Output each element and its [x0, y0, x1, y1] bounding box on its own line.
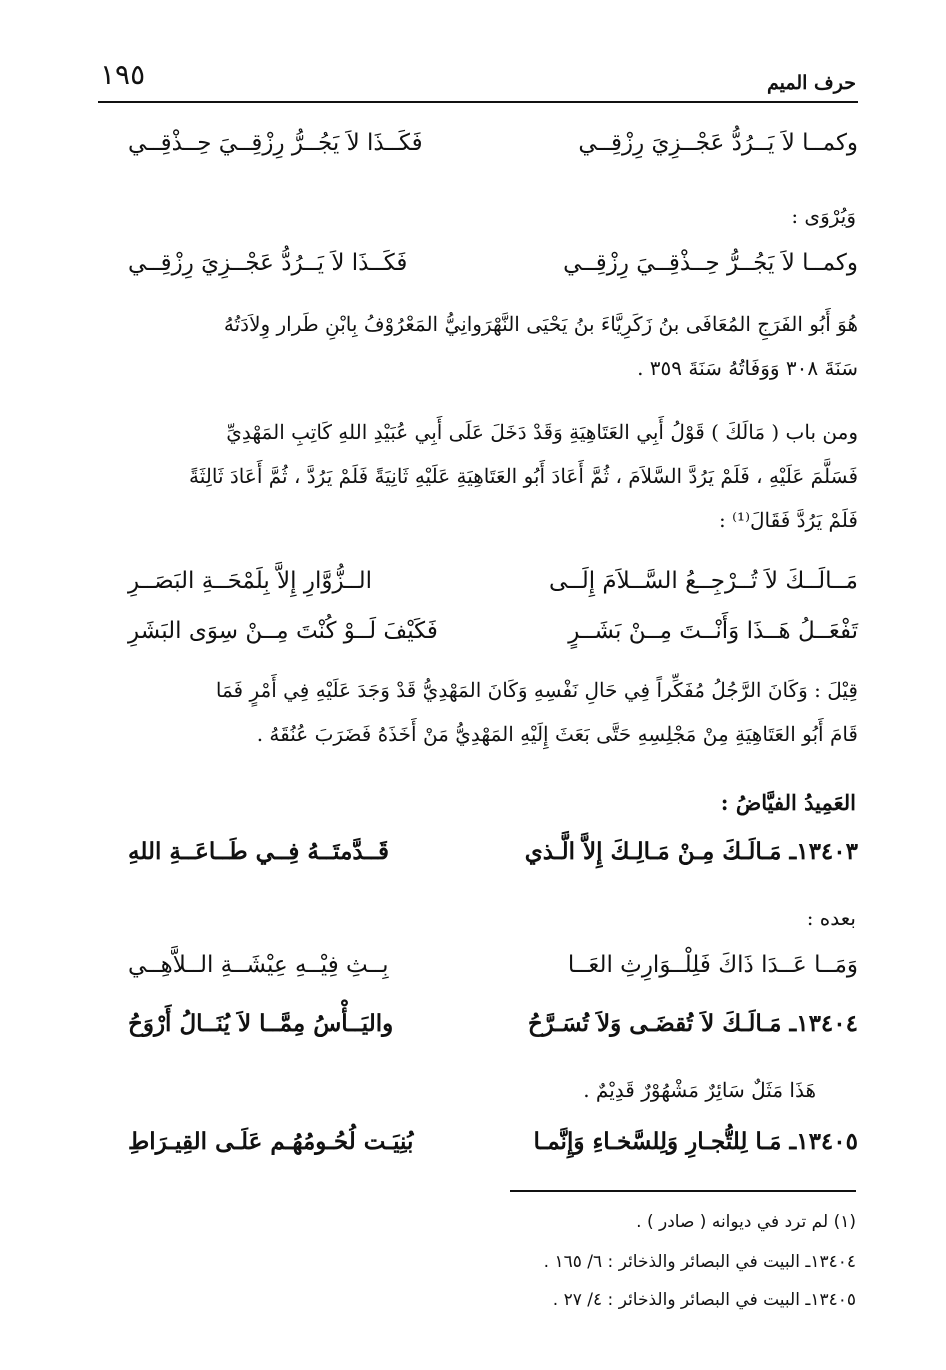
verse-second-hemistich: فَكَــذَا لاَ يَــرُدُّ عَجْــزِيَ رِزْقِــي [128, 250, 408, 276]
story-line: فَسَلَّمَ عَلَيْهِ ، فَلَمْ يَرُدَّ السَّلاَمَ ، ثُمَّ أَعَادَ أَبُو العَتَاهِيَةِ عَلَيْهِ ثَانِيَةً فَلَمْ يَرُدَّ ، ثُمَّ أَعَادَ ثَالِثَةً [189, 464, 858, 488]
verse-second-hemistich: واليَــأْسُ مِمَّــا لاَ يُنَــالُ أَرْوَحُ [128, 1010, 394, 1037]
running-title: حرف الميم [767, 72, 856, 94]
header-rule [98, 101, 858, 103]
page-number: ١٩٥ [100, 58, 146, 91]
verse-second-hemistich: قَــدَّمتَــهُ فِــي طَــاعَــةِ اللهِ [128, 838, 389, 865]
after-label: بعده : [806, 906, 856, 930]
verse-second-hemistich: الــزُّوَّارِ إِلاَّ بِلَمْحَــةِ البَصَــرِ [128, 568, 373, 594]
verse-second-hemistich: بِــثِ فِيْــهِ عِيْشَــةِ الــلاَّهِــي [128, 952, 389, 978]
footnote-rule [510, 1190, 856, 1192]
note-paragraph [98, 668, 858, 756]
story-line: ومن باب ( مَالَكَ ) قَوْلُ أَبِي العَتَاهِيَةِ وَقَدْ دَخَلَ عَلَى أَبِي عُبَيْدِ اللهِ كَاتِبِ المَهْدِيِّ [226, 420, 858, 444]
verse-line [98, 250, 858, 290]
note-line: قَامَ أَبُو العَتَاهِيَةِ مِنْ مَجْلِسِهِ حَتَّى بَعَثَ إِلَيْهِ المَهْدِيُّ مَنْ أَخَذَهُ فَضَرَبَ عُنُقَهُ . [256, 722, 858, 746]
verse-second-hemistich: بُنِيَـت لُحُـومُهُـم عَلَـى القِيـرَاطِ [128, 1128, 414, 1155]
verse-first-hemistich: مَــالَــكَ لاَ تُــرْجِــعُ السَّــلاَمَ إِلَــى [549, 568, 858, 594]
numbered-verse-1404 [98, 1010, 858, 1050]
verse-line [98, 952, 858, 992]
biography-line: هُوَ أَبُو الفَرَجِ المُعَافَى بنُ زَكَرِيَّاءَ بنُ يَحْيَى النَّهْرَوانِيُّ المَعْرُوْفُ بِابْنِ طَرار وِلاَدَتُهُ [223, 312, 858, 336]
verse-line [98, 568, 858, 608]
verse-second-hemistich: فَكَــذَا لاَ يَجُــرُّ رِزْقِــيَ حِــذْقِــي [128, 130, 423, 156]
verse-first-hemistich: ١٣٤٠٣ـ مَـالَـكَ مِـنْ مَـالِـكَ إِلاَّ الَّـذي [524, 838, 858, 865]
verse-line [98, 618, 858, 658]
biography-line: سَنَةَ ٣٠٨ وَوَفَاتُهُ سَنَةَ ٣٥٩ . [637, 356, 858, 380]
verse-first-hemistich: وكمــا لاَ يَجُــرُّ حِــذْقِــيَ رِزْقِــي [563, 250, 858, 276]
verse-second-hemistich: فَكَيْفَ لَــوْ كُنْتَ مِــنْ سِوَى البَشَرِ [128, 618, 438, 644]
biography-paragraph [98, 302, 858, 390]
story-line: فَلَمْ يَرُدَّ فَقَالَ⁽¹⁾ : [719, 508, 858, 532]
variant-label: وَيُرْوَى : [791, 204, 856, 228]
verse-first-hemistich: وكمــا لاَ يَــرُدُّ عَجْــزِيَ رِزْقِــي [578, 130, 858, 156]
verse-first-hemistich: ١٣٤٠٤ـ مَـالَـكَ لاَ تُقضَـى وَلاَ تُسَـرَّحُ [527, 1010, 858, 1037]
numbered-verse-1403 [98, 838, 858, 878]
proverb-note: هَذَا مَثَلٌ سَائِرٌ مَشْهُوْرٌ قَدِيْمٌ . [583, 1078, 816, 1102]
story-paragraph [98, 410, 858, 542]
note-line: قِيْلَ : وَكَانَ الرَّجُلُ مُفَكِّراً فِي حَالِ نَفْسِهِ وَكَانَ المَهْدِيُّ قَدْ وَجَدَ عَلَيْهِ فِي أَمْرٍ فَمَا [215, 678, 858, 702]
section-title: العَمِيدُ الفيَّاضُ : [720, 790, 856, 815]
numbered-verse-1405 [98, 1128, 858, 1168]
footnote-1: (١) لم ترد في ديوانه ( صادر ) . [636, 1212, 856, 1232]
footnote-1404: ١٣٤٠٤ـ البيت في البصائر والذخائر : ٦/ ١٦٥ . [543, 1252, 856, 1272]
verse-first-hemistich: ١٣٤٠٥ـ مَـا لِلتُّجـارِ وَلِلسَّخـاءِ وَإِنَّمـا [533, 1128, 858, 1155]
verse-first-hemistich: وَمَــا عَــدَا ذَاكَ فَلِلْــوَارِثِ العَــا [567, 952, 858, 978]
verse-line [98, 130, 858, 170]
verse-first-hemistich: تَفْعَــلُ هَــذَا وَأَنْــتَ مِــنْ بَشَــرٍ [568, 618, 858, 644]
footnote-1405: ١٣٤٠٥ـ البيت في البصائر والذخائر : ٤/ ٢٧ . [552, 1290, 856, 1310]
